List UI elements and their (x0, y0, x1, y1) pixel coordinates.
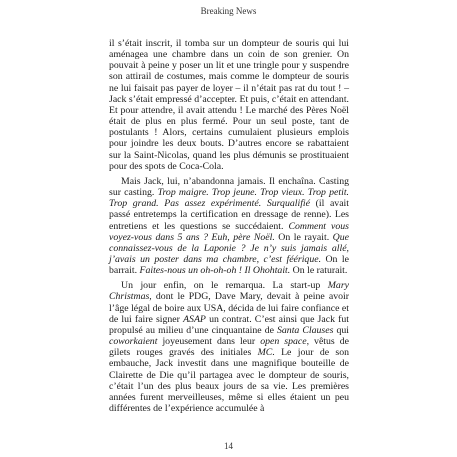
paragraph (109, 38, 349, 172)
text-run: On le raturait. (290, 265, 348, 277)
italic-text: Trop maigre. Trop jeune. Trop vieux. Trop petit. Trop grand. Pas assez expérimenté. Surqualifié (109, 187, 349, 210)
text-run: , vêtus de gilets rouges gravés des initiales (109, 336, 349, 359)
italic-text: coworkaient (109, 336, 158, 348)
italic-text: Faites-nous un oh-oh-oh ! Il Ohohtait. (139, 265, 291, 277)
text-run: un contrat. C’est ainsi que Jack fut propulsé au milieu d’une cinquantaine de (109, 313, 349, 336)
italic-text: Mary Christmas (109, 280, 349, 303)
text-run: (il avait passé entretemps la certification en dressage de renne). Les entretiens et les questions se succédaient. (109, 198, 349, 232)
italic-text: MC (257, 347, 273, 359)
italic-text: Santa Clauses (277, 324, 334, 336)
page-number: 14 (224, 441, 233, 451)
text-run: Mais Jack, lui, n’abandonna jamais. Il enchaîna. Casting sur casting. (109, 175, 349, 199)
italic-text: open space (260, 336, 307, 348)
text-run: qui (333, 324, 349, 336)
text-run: . Le jour de son embauche, Jack investit dans une magnifique bouteille de Clairette de Die qu’il partagea avec le dompteur de souris, c’était l’un des plus beaux jours de sa vie. Les premières années furent merveilleuses, même si elles étaient un peu différentes de l’expérience accumulée à (109, 347, 349, 414)
paragraph (109, 176, 349, 276)
text-run: joyeusement dans leur (157, 336, 261, 348)
paragraph (109, 280, 349, 414)
text-run: Un jour enfin, on le remarqua. La start-up (121, 280, 328, 292)
italic-text: Que connaissez-vous de la Laponie ? Je n’y suis jamais allé, j’avais un poster dans ma chambre, c’est féérique. (109, 231, 349, 265)
italic-text: Comment vous voyez-vous dans 5 ans ? Euh, père Noël. (109, 220, 349, 243)
text-run: il s’était inscrit, il tomba sur un dompteur de souris qui lui aménagea une chambre dans un coin de son grenier. On pouvait à peine y poser un lit et une tringle pour y suspendre son attirail de costumes, mais comme le dompteur de souris ne lui faisait pas payer de loyer – il n’était pas rat du tout ! – Jack s’était empressé d’accepter. Et puis, c’était en attendant. Et pour attendre, il avait attendu ! Le marché des Pères Noël était de plus en plus fermé. Pour un seul poste, tant de postulants ! Alors, certains cumulaient plusieurs emplois pour joindre les deux bouts. D’autres encore se rabattaient sur la Saint-Nicolas, quand les plus démunis se prostituaient pour des spots de Coca-Cola. (109, 38, 349, 172)
text-run: , dont le PDG, Dave Mary, devait à peine avoir l’âge légal de boire aux USA, décida de lui faire confiance et de lui faire signer (109, 291, 349, 325)
page-body (109, 38, 349, 414)
running-header: Breaking News (200, 6, 257, 16)
text-run: On le barrait. (109, 253, 349, 277)
text-run: On le rayait. (274, 231, 333, 243)
italic-text: ASAP (183, 313, 206, 325)
